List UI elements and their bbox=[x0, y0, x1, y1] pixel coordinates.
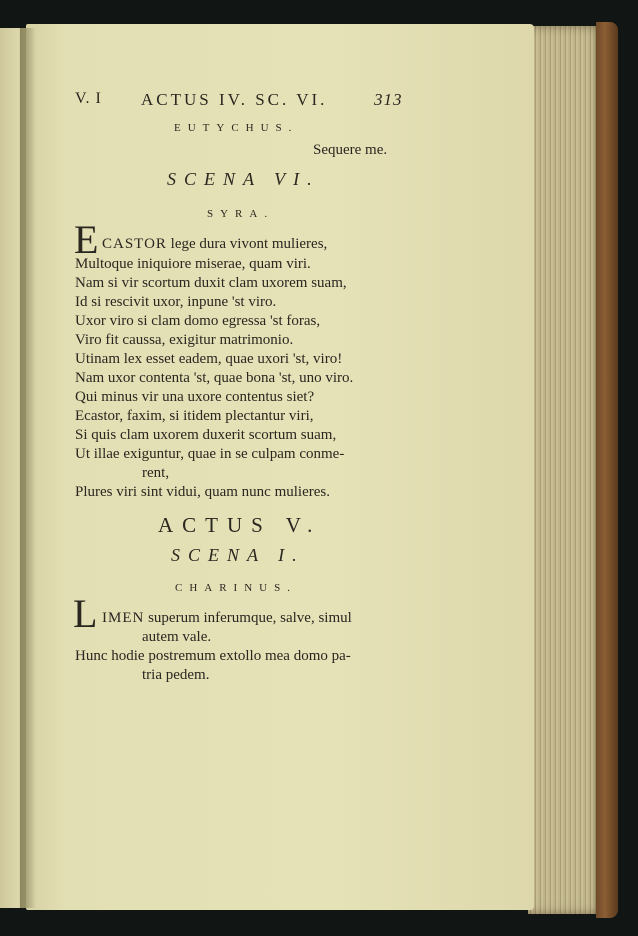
verse-continuation: autem vale. bbox=[142, 629, 212, 645]
scene-heading: SCENA I. bbox=[171, 545, 305, 565]
verse-line: Nam uxor contenta 'st, quae bona 'st, uno viro. bbox=[75, 370, 354, 386]
verse-line: Uxor viro si clam domo egressa 'st foras, bbox=[75, 313, 321, 329]
verse-line: Ecastor, faxim, si itidem plectantur viri, bbox=[75, 408, 314, 424]
verse-line-first bbox=[102, 236, 327, 253]
verse-line: Viro fit caussa, exigitur matrimonio. bbox=[75, 332, 294, 348]
verse-line: Si quis clam uxorem duxerit scortum suam, bbox=[75, 427, 337, 443]
act-heading: ACTUS V. bbox=[158, 513, 322, 537]
drop-cap: L bbox=[73, 591, 98, 636]
speaker-syra: SYRA. bbox=[207, 208, 275, 220]
speaker-eutychus: EUTYCHUS. bbox=[174, 122, 299, 134]
book-page bbox=[26, 24, 534, 910]
small-caps-word: IMEN bbox=[102, 610, 145, 626]
verse-line: Nam si vir scortum duxit clam uxorem suam, bbox=[75, 275, 347, 291]
verse-continuation: rent, bbox=[142, 465, 170, 481]
verse-line: Utinam lex esset eadem, quae uxori 'st, viro! bbox=[75, 351, 343, 367]
verse-line-first bbox=[102, 610, 352, 627]
spine-shadow bbox=[20, 28, 36, 908]
verse-line: Sequere me. bbox=[313, 142, 388, 158]
running-head: ACTUS IV. SC. VI. bbox=[141, 90, 328, 109]
verse-line-tail: lege dura vivont mulieres, bbox=[166, 236, 328, 252]
verse-line: Id si rescivit uxor, inpune 'st viro. bbox=[75, 294, 277, 310]
verse-continuation: tria pedem. bbox=[142, 667, 210, 683]
verse-line: Ut illae exiguntur, quae in se culpam conme- bbox=[75, 446, 345, 462]
book-fore-edge bbox=[528, 26, 604, 914]
scene-heading: SCENA VI. bbox=[167, 169, 320, 189]
page-number: 313 bbox=[374, 90, 403, 109]
verse-line-tail: superum inferumque, salve, simul bbox=[144, 610, 352, 626]
verse-line: Plures viri sint vidui, quam nunc mulieres. bbox=[75, 484, 330, 500]
book-cover bbox=[596, 22, 618, 918]
header-left-mark: V. I bbox=[75, 90, 102, 107]
verse-line: Hunc hodie postremum extollo mea domo pa- bbox=[75, 648, 351, 664]
small-caps-word: CASTOR bbox=[102, 236, 167, 252]
drop-cap: E bbox=[74, 217, 99, 262]
verse-line: Multoque iniquiore miserae, quam viri. bbox=[75, 256, 311, 272]
verse-line: Qui minus vir una uxore contentus siet? bbox=[75, 389, 315, 405]
speaker-charinus: CHARINUS. bbox=[175, 582, 297, 594]
